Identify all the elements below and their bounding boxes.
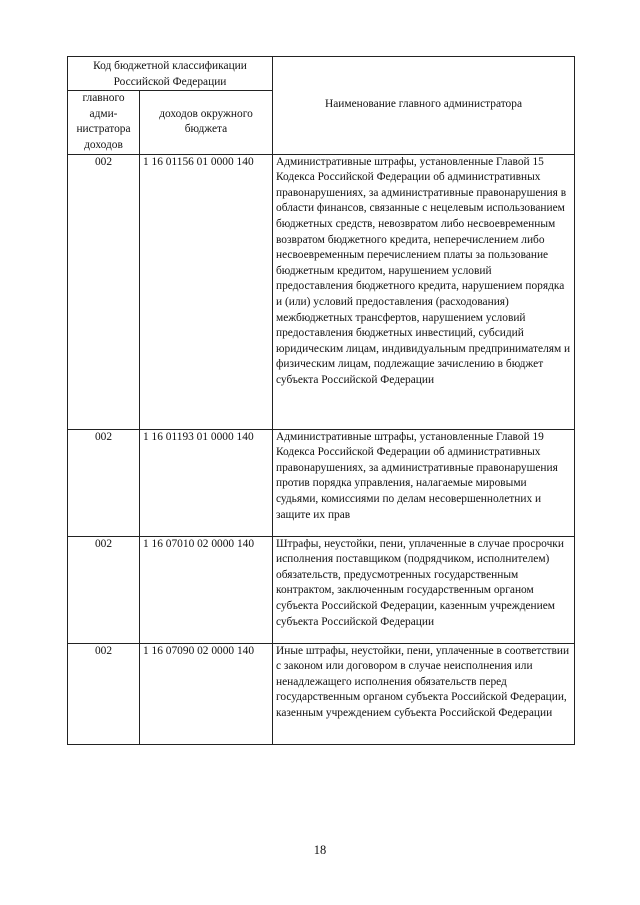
header-col-income: доходов окружного бюджета bbox=[140, 91, 273, 154]
income-code: 1 16 01156 01 0000 140 bbox=[140, 154, 273, 429]
administrator-name: Административные штрафы, установленные Главой 15 Кодекса Российской Федерации об административных правонарушениях, за административные правонарушения в области финансов, связанные с нецелевым использованием бюджетных средств, невозвратом либо несвоевременным возвратом бюджетного кредита, неперечислением либо несвоевременным перечислением платы за пользование бюджетным кредитом, нарушением условий предоставления бюджетного кредита, нарушением порядка и (или) условий предоставления (расходования) межбюджетных трансфертов, нарушением условий предоставления бюджетных инвестиций, субсидий юридическим лицам, индивидуальным предпринимателям и физическим лицам, подлежащие зачислению в бюджет субъекта Российской Федерации bbox=[273, 154, 575, 429]
admin-code: 002 bbox=[68, 429, 140, 536]
table-row bbox=[68, 429, 575, 536]
table-row bbox=[68, 536, 575, 643]
income-code: 1 16 07010 02 0000 140 bbox=[140, 536, 273, 643]
header-col-admin: главного адми-нистратора доходов bbox=[68, 91, 140, 154]
header-col-name: Наименование главного администратора bbox=[273, 57, 575, 155]
header-group-title: Код бюджетной классификации Российской Федерации bbox=[68, 57, 273, 91]
admin-code: 002 bbox=[68, 154, 140, 429]
administrator-name: Штрафы, неустойки, пени, уплаченные в случае просрочки исполнения поставщиком (подрядчиком, исполнителем) обязательств, предусмотренных государственным контрактом, заключенным государственным органом субъекта Российской Федерации, казенным учреждением субъекта Российской Федерации bbox=[273, 536, 575, 643]
administrator-name: Иные штрафы, неустойки, пени, уплаченные в соответствии с законом или договором в случае неисполнения или ненадлежащего исполнения обязательств перед государственным органом субъекта Российской Федерации, казенным учреждением субъекта Российской Федерации bbox=[273, 643, 575, 744]
budget-classification-table bbox=[67, 56, 575, 745]
administrator-name: Административные штрафы, установленные Главой 19 Кодекса Российской Федерации об административных правонарушениях, за административные правонарушения против порядка управления, налагаемые мировыми судьями, комиссиями по делам несовершеннолетних и защите их прав bbox=[273, 429, 575, 536]
table-row bbox=[68, 154, 575, 429]
document-page bbox=[67, 56, 574, 745]
page-number: 18 bbox=[313, 843, 327, 857]
income-code: 1 16 01193 01 0000 140 bbox=[140, 429, 273, 536]
table-row bbox=[68, 643, 575, 744]
table-header-row bbox=[68, 57, 575, 91]
income-code: 1 16 07090 02 0000 140 bbox=[140, 643, 273, 744]
admin-code: 002 bbox=[68, 643, 140, 744]
admin-code: 002 bbox=[68, 536, 140, 643]
